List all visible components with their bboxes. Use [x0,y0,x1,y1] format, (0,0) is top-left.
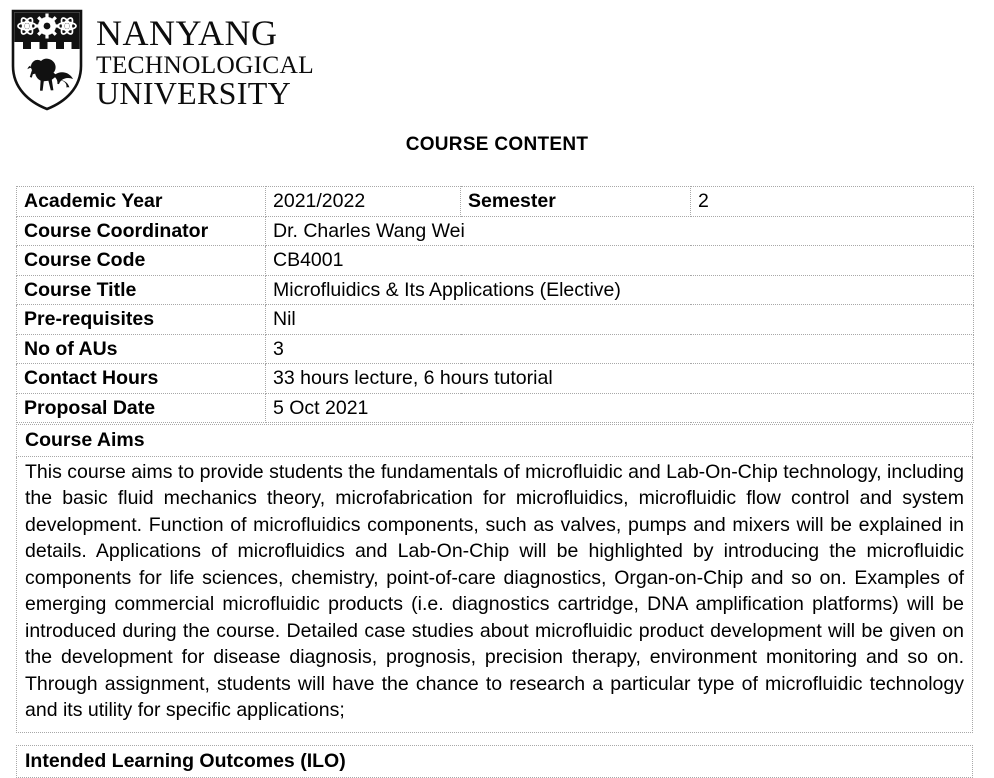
value-course-coordinator: Dr. Charles Wang Wei [266,216,974,246]
ntu-wordmark [96,13,314,112]
value-course-code: CB4001 [266,246,974,276]
wordmark-line-university: UNIVERSITY [96,75,291,112]
wordmark-line-technological: TECHNOLOGICAL [96,50,314,80]
ntu-shield-crest-icon [10,8,84,112]
value-semester: 2 [691,187,974,217]
course-aims-heading: Course Aims [17,425,973,457]
table-row [17,187,974,217]
table-row [17,425,973,457]
table-row [17,364,974,394]
label-academic-year: Academic Year [17,187,266,217]
course-aims-table [16,424,973,733]
label-course-title: Course Title [17,275,266,305]
label-proposal-date: Proposal Date [17,393,266,423]
table-row [17,334,974,364]
learning-outcomes-table [16,745,973,778]
table-row [17,393,974,423]
value-academic-year: 2021/2022 [266,187,461,217]
label-semester: Semester [461,187,691,217]
label-pre-requisites: Pre-requisites [17,305,266,335]
table-row [17,275,974,305]
table-row [17,456,973,732]
label-no-of-aus: No of AUs [17,334,266,364]
wordmark-line-nanyang: NANYANG [96,13,278,53]
course-info-table [16,186,974,423]
table-row [17,246,974,276]
ntu-logo [6,8,314,112]
value-contact-hours: 33 hours lecture, 6 hours tutorial [266,364,974,394]
course-aims-body: This course aims to provide students the fundamentals of microfluidic and Lab-On-Chip technology, including the basic fluid mechanics theory, microfabrication for microfluidics, microfluidic flow control and system development. Function of microfluidics components, such as valves, pumps and mixers will be explained in details. Applications of microfluidics and Lab-On-Chip will be highlighted by introducing the microfluidic components for life sciences, chemistry, point-of-care diagnostics, Organ-on-Chip and so on. Examples of emerging commercial microfluidic products (i.e. diagnostics cartridge, DNA amplification platforms) will be introduced during the course. Detailed case studies about microfluidic product development will be given on the development for disease diagnosis, prognosis, precision therapy, environment monitoring and so on. Through assignment, students will have the chance to research a particular type of microfluidic technology and its utility for specific applications; [17,456,973,732]
learning-outcomes-heading: Intended Learning Outcomes (ILO) [17,746,973,778]
value-proposal-date: 5 Oct 2021 [266,393,974,423]
label-contact-hours: Contact Hours [17,364,266,394]
page-title: COURSE CONTENT [405,134,589,155]
table-row [17,216,974,246]
value-pre-requisites: Nil [266,305,974,335]
table-row [17,746,973,778]
page-header [0,0,994,118]
label-course-code: Course Code [17,246,266,276]
label-course-coordinator: Course Coordinator [17,216,266,246]
value-no-of-aus: 3 [266,334,974,364]
table-row [17,305,974,335]
value-course-title: Microfluidics & Its Applications (Elective) [266,275,974,305]
